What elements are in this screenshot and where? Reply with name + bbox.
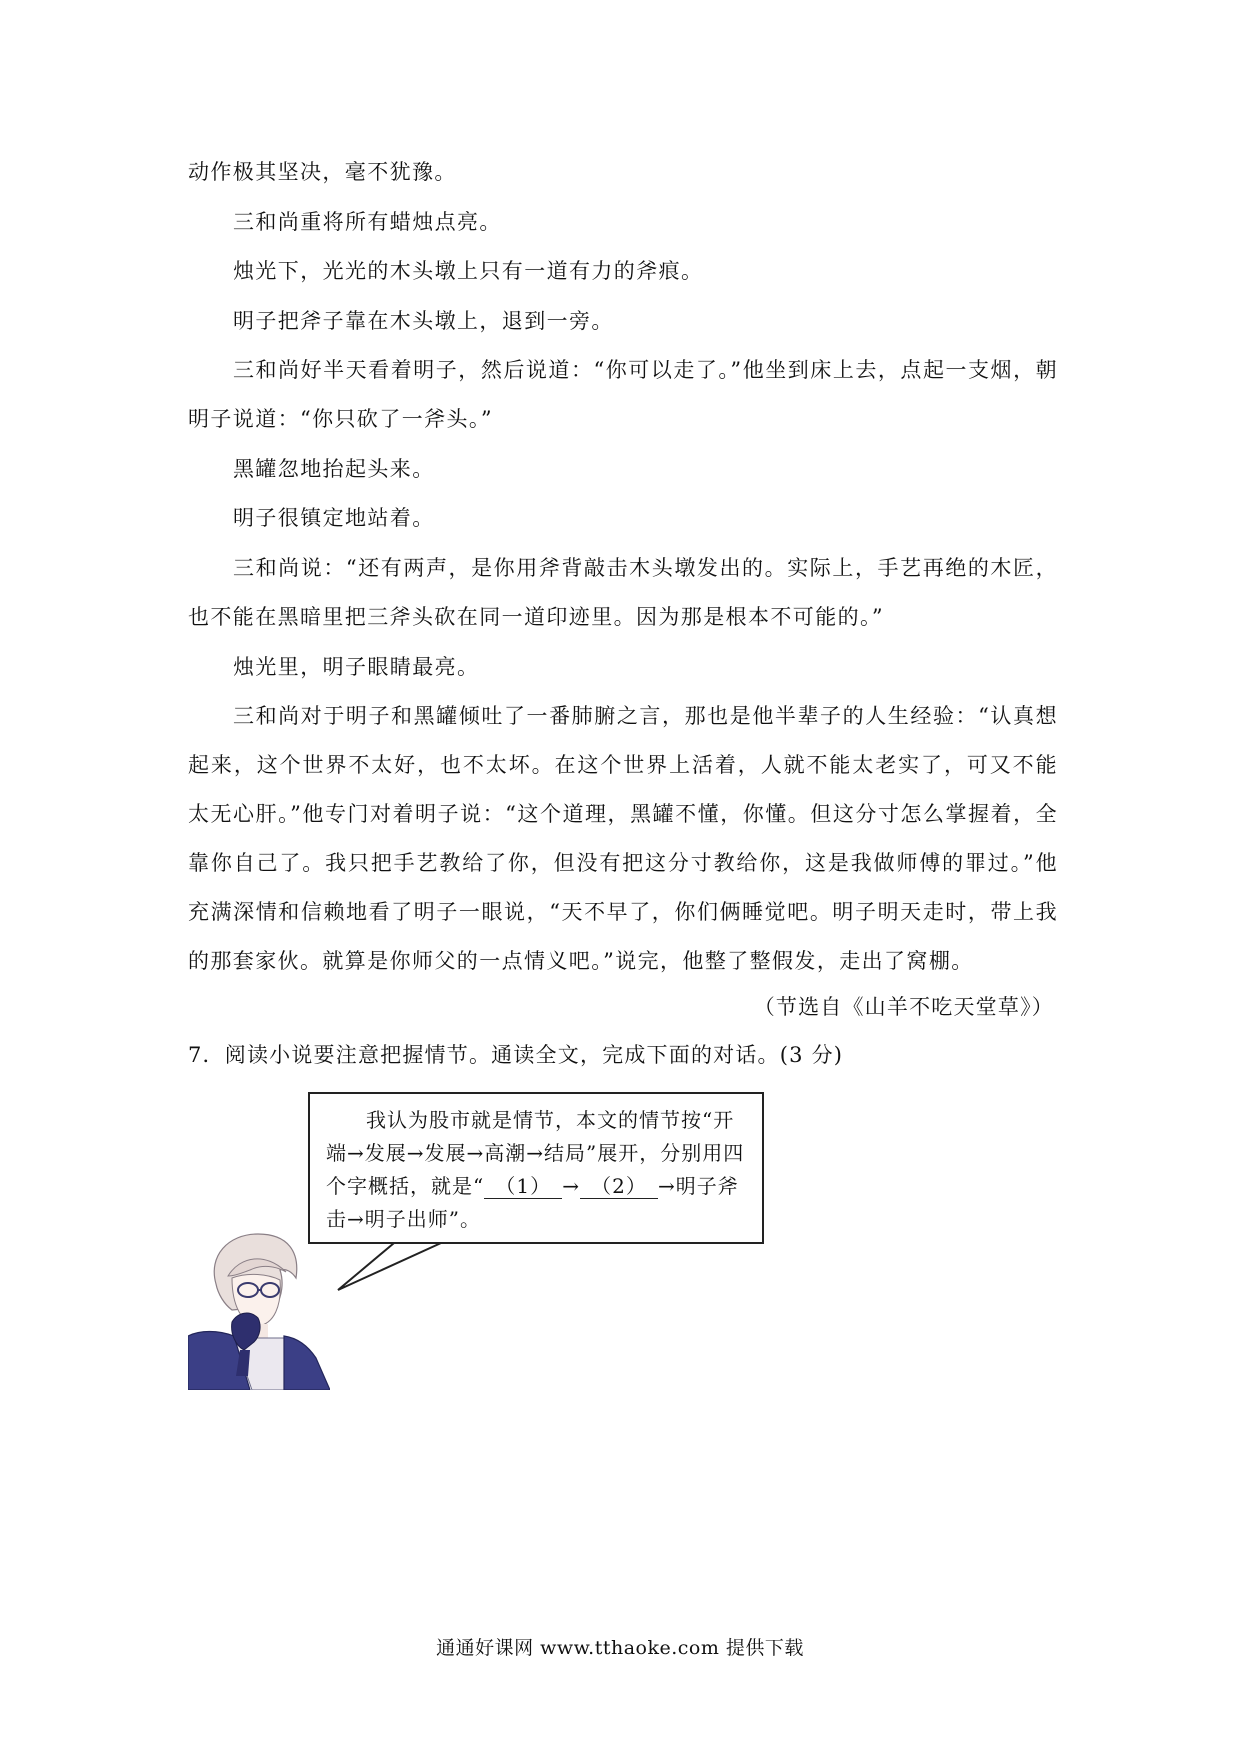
bubble-text-part-a: 我认为股市就是情节，本文的情节按“开端→发展→发展→高潮→结局”展开，分别用四个字概括，就是“ xyxy=(326,1108,745,1198)
story-paragraph-8: 三和尚说：“还有两声，是你用斧背敲击木头墩发出的。实际上，手艺再绝的木匠，也不能在黑暗里把三斧头砍在同一道印迹里。因为那是根本不可能的。” xyxy=(188,556,1058,629)
story-paragraph-4: 明子把斧子靠在木头墩上，退到一旁。 xyxy=(233,309,614,333)
speech-bubble-text xyxy=(326,1104,750,1236)
footer-credit: 通通好课网 www.tthaoke.com 提供下载 xyxy=(436,1637,804,1659)
answer-blank-2[interactable]: （2） xyxy=(580,1174,658,1199)
story-paragraph-5: 三和尚好半天看着明子，然后说道：“你可以走了。”他坐到床上去，点起一支烟，朝明子说道：“你只砍了一斧头。” xyxy=(188,358,1058,431)
story-paragraph-7: 明子很镇定地站着。 xyxy=(233,506,435,530)
story-paragraph-3: 烛光下，光光的木头墩上只有一道有力的斧痕。 xyxy=(233,259,704,283)
question-7: 7．阅读小说要注意把握情节。通读全文，完成下面的对话。(3 分) xyxy=(188,1043,844,1067)
speech-bubble-box xyxy=(308,1092,764,1244)
story-paragraph-2: 三和尚重将所有蜡烛点亮。 xyxy=(233,210,502,234)
story-paragraph-1: 动作极其坚决，毫不犹豫。 xyxy=(188,160,457,184)
story-paragraph-6: 黑罐忽地抬起头来。 xyxy=(233,457,435,481)
story-paragraph-10: 三和尚对于明子和黑罐倾吐了一番肺腑之言，那也是他半辈子的人生经验：“认真想起来，这个世界不太好，也不太坏。在这个世界上活着，人就不能太老实了，可又不能太无心肝。”他专门对着明子说：“这个道理，黑罐不懂，你懂。但这分寸怎么掌握着，全靠你自己了。我只把手艺教给了你，但没有把这分寸教给你，这是我做师傅的罪过。”他充满深情和信赖地看了明子一眼说，“天不早了，你们俩睡觉吧。明子明天走时，带上我的那套家伙。就算是你师父的一点情义吧。”说完，他整了整假发，走出了窝棚。 xyxy=(188,704,1058,973)
arrow-1: → xyxy=(562,1174,580,1198)
story-paragraph-9: 烛光里，明子眼睛最亮。 xyxy=(233,655,480,679)
student-avatar-illustration xyxy=(188,1226,330,1390)
bubble-text-part-b: →明子斧击→明子出师”。 xyxy=(326,1174,739,1231)
source-citation: （节选自《山羊不吃天堂草》） xyxy=(753,995,1054,1019)
answer-blank-1[interactable]: （1） xyxy=(484,1174,562,1199)
